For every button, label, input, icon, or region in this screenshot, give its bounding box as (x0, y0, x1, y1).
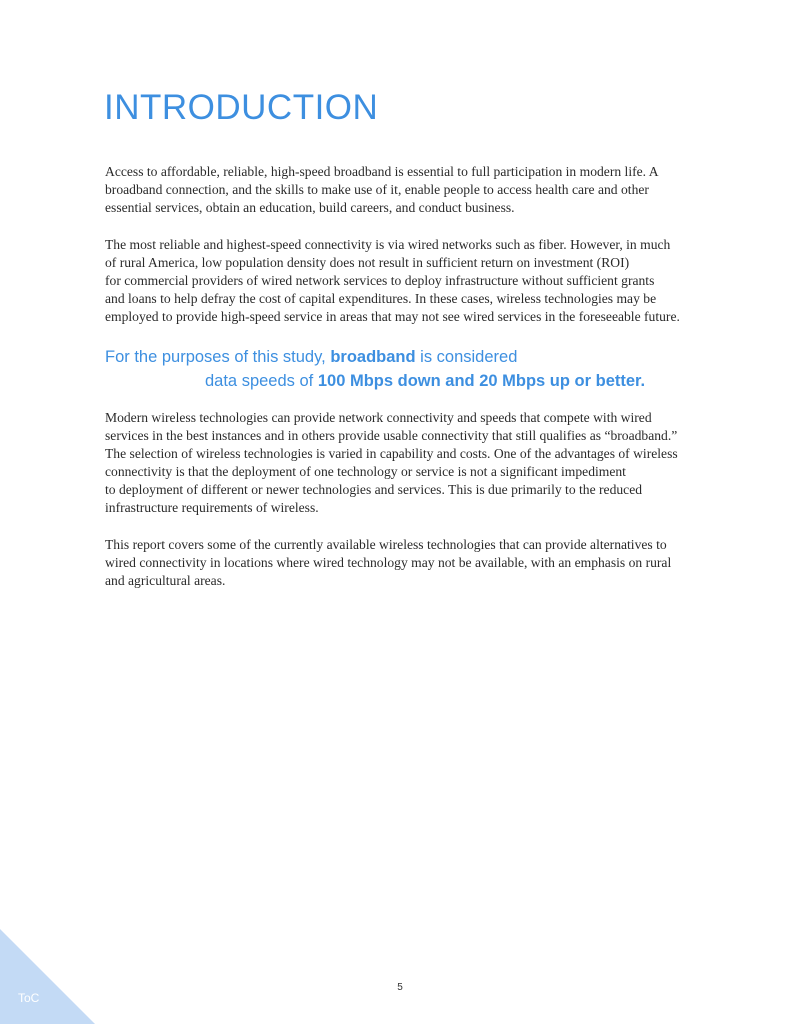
text-line: and loans to help defray the cost of capital expenditures. In these cases, wireless technologies may be (105, 291, 657, 306)
text-line: employed to provide high-speed service in areas that may not see wired services in the foreseeable future. (105, 309, 680, 324)
callout-bold-term: broadband (330, 348, 416, 366)
callout-text: For the purposes of this study, (105, 348, 331, 366)
callout-bold-speeds: 100 Mbps down and 20 Mbps up or better. (317, 372, 646, 390)
text-line: This report covers some of the currently available wireless technologies that can provide alternatives to (105, 537, 667, 552)
page-title: INTRODUCTION (104, 88, 379, 127)
text-line: The selection of wireless technologies is varied in capability and costs. One of the advantages of wireless (105, 446, 678, 461)
intro-paragraph-3 (105, 409, 685, 517)
callout-line-1 (105, 345, 705, 369)
broadband-definition-callout (105, 345, 705, 393)
toc-corner-shape (0, 929, 95, 1024)
text-line: The most reliable and highest-speed connectivity is via wired networks such as fiber. However, in much (105, 237, 671, 252)
text-line: essential services, obtain an education, build careers, and conduct business. (105, 200, 515, 215)
callout-text: is considered (415, 348, 518, 366)
text-line: wired connectivity in locations where wired technology may not be available, with an emphasis on rural (105, 555, 672, 570)
text-line: for commercial providers of wired network services to deploy infrastructure without sufficient grants (105, 273, 655, 288)
intro-paragraph-1 (105, 163, 685, 217)
page-number: 5 (397, 982, 403, 993)
intro-paragraph-2 (105, 236, 685, 326)
callout-line-2 (105, 369, 705, 393)
text-line: broadband connection, and the skills to make use of it, enable people to access health care and other (105, 182, 649, 197)
text-line: services in the best instances and in others provide usable connectivity that still qualifies as “broadband.” (105, 428, 678, 443)
text-line: and agricultural areas. (105, 573, 226, 588)
text-line: infrastructure requirements of wireless. (105, 500, 319, 515)
text-line: Access to affordable, reliable, high-speed broadband is essential to full participation in modern life. A (105, 164, 659, 179)
callout-text: data speeds of (205, 372, 318, 390)
toc-link[interactable]: ToC (18, 991, 40, 1005)
text-line: to deployment of different or newer technologies and services. This is due primarily to the reduced (105, 482, 643, 497)
intro-paragraph-4 (105, 536, 685, 590)
text-line: Modern wireless technologies can provide network connectivity and speeds that compete with wired (105, 410, 652, 425)
toc-corner-triangle[interactable] (0, 929, 95, 1024)
text-line: connectivity is that the deployment of one technology or service is not a significant impediment (105, 464, 626, 479)
text-line: of rural America, low population density does not result in sufficient return on investment (ROI) (105, 255, 630, 270)
